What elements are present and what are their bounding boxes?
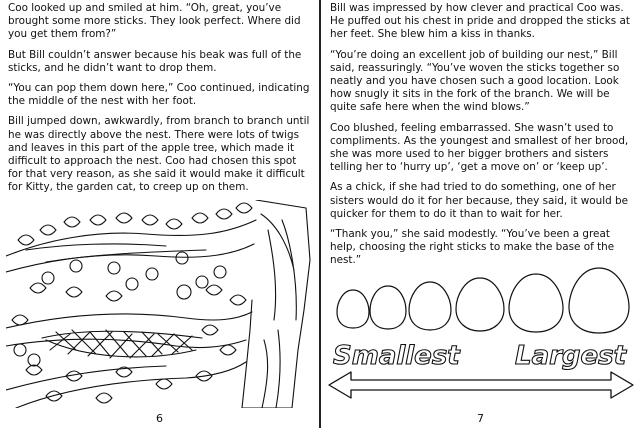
right-page: [321, 0, 640, 428]
page-number: 6: [156, 412, 163, 425]
paragraph: Bill jumped down, awkwardly, from branch to branch until he was directly above the nest. There were lots of twigs and leaves in this part of the apple tree, which made it difficult to approach the nest. Coo had chosen this spot for that very reason, as she said it would make it difficult for Kitty, the garden cat, to creep up on them.: [8, 115, 310, 194]
largest-label: Largest: [515, 341, 627, 371]
paragraph: “You’re doing an excellent job of building our nest,” Bill said, reassuringly. “You’ve woven the sticks together so neatly and you have chosen such a good location. Look how snugly it sits in the fork of the branch. We will be quite safe here when the wind blows.”: [330, 48, 620, 114]
right-page-text: [330, 2, 634, 275]
paragraph: Coo looked up and smiled at him. “Oh, great, you’ve brought some more sticks. They look perfect. Where did you get them from?”: [8, 2, 301, 41]
smallest-label: Smallest: [333, 341, 460, 371]
nest: [42, 330, 202, 358]
egg-size-activity: [321, 256, 640, 406]
eggs-row: [337, 268, 629, 333]
tree-trunk: [6, 200, 310, 408]
paragraph: “You can pop them down here,” Coo continued, indicating the middle of the nest with her foot.: [8, 82, 310, 108]
apples: [14, 252, 226, 366]
left-page: [0, 0, 319, 428]
egg-5: [509, 274, 563, 332]
double-arrow: [329, 372, 633, 398]
egg-3: [409, 282, 451, 330]
page-number: 7: [477, 412, 484, 425]
apple-tree-nest-illustration: [6, 200, 312, 408]
egg-6: [569, 268, 629, 333]
paragraph: But Bill couldn’t answer because his beak was full of the sticks, and he didn’t want to drop them.: [8, 48, 302, 74]
left-page-text: [8, 2, 311, 202]
paragraph: “Thank you,” she said modestly. “You’ve been a great help, choosing the right sticks to make the base of the nest.”: [330, 228, 615, 267]
egg-1: [337, 290, 369, 328]
paragraph: Bill was impressed by how clever and practical Coo was. He puffed out his chest in pride and dropped the sticks at her feet. She blew him a kiss in thanks.: [330, 2, 630, 41]
paragraph: As a chick, if she had tried to do something, one of her sisters would do it for her because, they said, it would be quicker for them to do it than to wait for her.: [330, 181, 628, 220]
egg-4: [456, 278, 504, 331]
egg-2: [370, 286, 406, 329]
paragraph: Coo blushed, feeling embarrassed. She wasn’t used to compliments. As the youngest and smallest of her brood, she was more used to her bigger brothers and sisters telling her to ‘hurry up’, ‘get a move on’ or ‘keep up’.: [330, 121, 629, 174]
